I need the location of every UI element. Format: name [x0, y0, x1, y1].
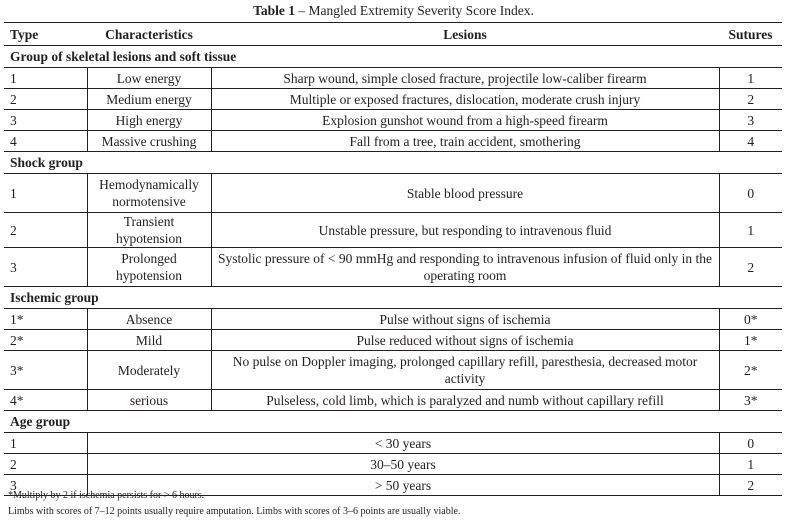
cell-characteristics: Absence — [87, 309, 211, 330]
cell-type: 4* — [4, 390, 87, 411]
table-row — [4, 131, 782, 152]
group-title-ischemic: Ischemic group — [10, 290, 99, 305]
cell-lesion: 30–50 years — [87, 454, 719, 475]
cell-type: 2 — [4, 213, 87, 248]
cell-sutures: 1* — [719, 330, 782, 351]
cell-characteristics: Hemodynamically normotensive — [87, 174, 211, 213]
header-type: Type — [4, 23, 87, 46]
cell-type: 2 — [4, 454, 87, 475]
cell-lesion: Explosion gunshot wound from a high-speed firearm — [211, 110, 719, 131]
footnote-ischemia: *Multiply by 2 if ischemia persists for > 6 hours. — [8, 490, 205, 501]
cell-sutures: 1 — [719, 454, 782, 475]
cell-type: 3 — [4, 110, 87, 131]
cell-sutures: 2 — [719, 475, 782, 496]
table-row — [4, 68, 782, 89]
cell-characteristics: Low energy — [87, 68, 211, 89]
cell-lesion: Sharp wound, simple closed fracture, projectile low-caliber firearm — [211, 68, 719, 89]
cell-characteristics: Moderately — [87, 351, 211, 390]
cell-type: 3* — [4, 351, 87, 390]
table-caption-label: Table 1 — [253, 3, 296, 18]
cell-sutures: 4 — [719, 131, 782, 152]
cell-characteristics: Transient hypotension — [87, 213, 211, 248]
cell-lesion: Systolic pressure of < 90 mmHg and responding to intravenous infusion of fluid only in the operating room — [211, 248, 719, 287]
cell-characteristics: Massive crushing — [87, 131, 211, 152]
table-row — [4, 454, 782, 475]
cell-characteristics: Prolonged hypotension — [87, 248, 211, 287]
cell-sutures: 0 — [719, 174, 782, 213]
cell-lesion: < 30 years — [87, 433, 719, 454]
footnote-amputation: Limbs with scores of 7–12 points usually require amputation. Limbs with scores of 3–6 points are usually viable. — [8, 506, 461, 517]
cell-sutures: 3* — [719, 390, 782, 411]
cell-type: 2* — [4, 330, 87, 351]
cell-type: 3 — [4, 475, 87, 496]
group-title-skeletal: Group of skeletal lesions and soft tissue — [10, 49, 237, 64]
table-row — [4, 390, 782, 411]
table-row — [4, 351, 782, 390]
cell-sutures: 2 — [719, 89, 782, 110]
cell-lesion: Multiple or exposed fractures, dislocation, moderate crush injury — [211, 89, 719, 110]
cell-lesion: Pulse reduced without signs of ischemia — [211, 330, 719, 351]
group-title-age: Age group — [10, 414, 71, 429]
cell-lesion: Pulseless, cold limb, which is paralyzed and numb without capillary refill — [211, 390, 719, 411]
cell-lesion: Unstable pressure, but responding to intravenous fluid — [211, 213, 719, 248]
cell-lesion: Stable blood pressure — [211, 174, 719, 213]
cell-characteristics: Mild — [87, 330, 211, 351]
table-row — [4, 433, 782, 454]
cell-sutures: 1 — [719, 68, 782, 89]
cell-sutures: 0* — [719, 309, 782, 330]
cell-type: 1 — [4, 174, 87, 213]
table-row — [4, 174, 782, 213]
table-caption — [0, 3, 787, 19]
header-sutures: Sutures — [719, 23, 782, 46]
cell-type: 1 — [4, 433, 87, 454]
cell-type: 1 — [4, 68, 87, 89]
table-row — [4, 213, 782, 248]
cell-sutures: 1 — [719, 213, 782, 248]
cell-lesion: > 50 years — [87, 475, 719, 496]
table-row — [4, 248, 782, 287]
header-characteristics: Characteristics — [87, 23, 211, 46]
cell-lesion: Pulse without signs of ischemia — [211, 309, 719, 330]
table-row — [4, 330, 782, 351]
cell-type: 4 — [4, 131, 87, 152]
cell-sutures: 2 — [719, 248, 782, 287]
cell-sutures: 2* — [719, 351, 782, 390]
cell-type: 2 — [4, 89, 87, 110]
cell-type: 1* — [4, 309, 87, 330]
cell-sutures: 0 — [719, 433, 782, 454]
table-row — [4, 309, 782, 330]
table-caption-text: – Mangled Extremity Severity Score Index. — [295, 3, 534, 18]
table-row — [4, 89, 782, 110]
group-title-shock: Shock group — [10, 155, 83, 170]
cell-lesion: No pulse on Doppler imaging, prolonged capillary refill, paresthesia, decreased motor activity — [211, 351, 719, 390]
cell-type: 3 — [4, 248, 87, 287]
table-row — [4, 110, 782, 131]
cell-sutures: 3 — [719, 110, 782, 131]
cell-characteristics: serious — [87, 390, 211, 411]
header-lesions: Lesions — [211, 23, 719, 46]
table-header-row — [4, 23, 782, 46]
cell-characteristics: Medium energy — [87, 89, 211, 110]
cell-characteristics: High energy — [87, 110, 211, 131]
cell-lesion: Fall from a tree, train accident, smothering — [211, 131, 719, 152]
severity-score-table — [4, 22, 782, 496]
